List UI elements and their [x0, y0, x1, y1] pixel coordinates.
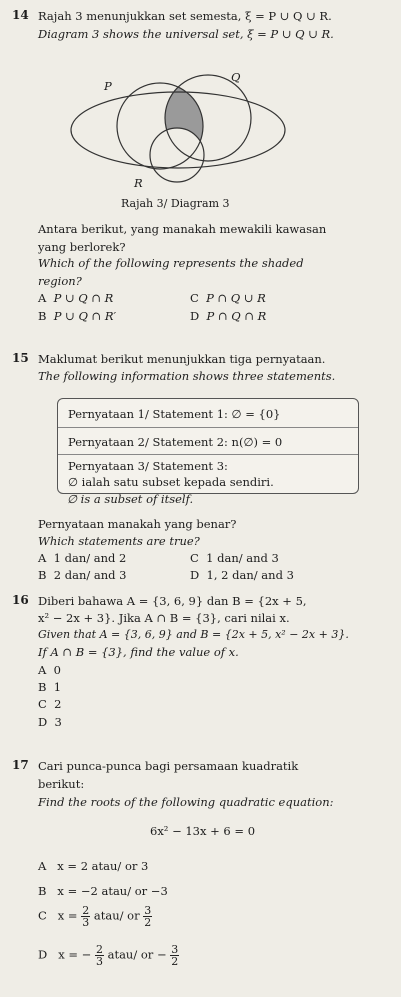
option-text: x = 2 atau/ or 3: [57, 859, 149, 873]
fraction: [143, 905, 152, 928]
option-text: x = −2 atau/ or −3: [57, 884, 168, 898]
option-text: 1 dan/ and 2: [53, 551, 127, 565]
option-text: P ∪ Q ∩ R′: [53, 309, 117, 323]
label-r: R: [134, 176, 143, 190]
option-letter: B: [38, 309, 47, 323]
statement-box: [57, 398, 359, 494]
venn-diagram: [0, 50, 401, 220]
statement-3-label: Pernyataan 3/ Statement 3:: [68, 459, 228, 473]
option-text: 0: [53, 663, 61, 677]
option-text: 2 dan/ and 3: [53, 568, 127, 582]
option-letter: A: [38, 291, 47, 305]
statement-3-ms: ∅ ialah satu subset kepada sendiri.: [68, 475, 274, 489]
q14-question-ms-1: Antara berikut, yang manakah mewakili kawasan: [38, 222, 327, 236]
q15-option-d[interactable]: [190, 568, 294, 582]
q17-option-b[interactable]: [38, 884, 168, 898]
statement-3-en: ∅ is a subset of itself.: [67, 492, 194, 506]
option-text: x =: [57, 908, 78, 923]
q16-option-b[interactable]: [38, 680, 61, 694]
option-text: atau/ or: [93, 908, 140, 923]
option-text: x = −: [58, 947, 92, 962]
q17-number: 17: [12, 758, 29, 772]
q17-line-2: berikut:: [38, 777, 85, 791]
denominator: 3: [82, 916, 90, 929]
option-letter: D: [190, 568, 200, 582]
option-letter: A: [38, 859, 47, 873]
q15-line-ms: Maklumat berikut menunjukkan tiga pernyataan.: [38, 352, 326, 366]
q14-option-a[interactable]: [38, 291, 113, 305]
diagram-caption: Rajah 3/ Diagram 3: [121, 197, 230, 210]
denominator: 2: [171, 955, 179, 968]
option-letter: B: [38, 568, 47, 582]
option-letter: A: [38, 551, 47, 565]
numerator: 3: [144, 904, 152, 917]
q14-question-en-1: Which of the following represents the shaded: [38, 256, 304, 270]
q14-number: 14: [12, 8, 29, 22]
option-text: atau/ or −: [107, 947, 167, 962]
option-letter: D: [38, 715, 48, 729]
statement-2: Pernyataan 2/ Statement 2: n(∅) = 0: [68, 435, 283, 449]
q16-line-2: x² − 2x + 3}. Jika A ∩ B = {3}, cari nilai x.: [38, 611, 290, 625]
q17-option-a[interactable]: [38, 859, 148, 873]
fraction: [81, 905, 90, 928]
fraction: [95, 944, 104, 967]
q14-line-en: Diagram 3 shows the universal set, ξ = P ∪ Q ∪ R.: [38, 27, 334, 41]
q15-option-b[interactable]: [38, 568, 127, 582]
option-text: P ∪ Q ∩ R: [53, 291, 114, 305]
option-letter: D: [38, 947, 48, 962]
option-text: 2: [54, 697, 62, 711]
option-letter: C: [190, 551, 199, 565]
q17-equation: 6x² − 13x + 6 = 0: [150, 824, 256, 838]
q16-option-d[interactable]: [38, 715, 62, 729]
option-text: P ∩ Q ∩ R: [206, 309, 267, 323]
q15-line-en: The following information shows three statements.: [38, 369, 336, 383]
option-letter: C: [190, 291, 199, 305]
q16-option-c[interactable]: [38, 697, 61, 711]
q14-option-b[interactable]: [38, 309, 116, 323]
set-r-circle: [150, 128, 204, 182]
q17-option-d[interactable]: [38, 944, 179, 967]
q15-question-en: Which statements are true?: [38, 534, 200, 548]
q15-option-c[interactable]: [190, 551, 279, 565]
numerator: 2: [82, 904, 90, 917]
q14-question-en-2: region?: [38, 274, 82, 288]
q16-number: 16: [12, 593, 29, 607]
statement-1: Pernyataan 1/ Statement 1: ∅ = {0}: [68, 407, 281, 421]
numerator: 2: [95, 943, 103, 956]
q17-option-c[interactable]: [38, 905, 152, 928]
q17-line-3: Find the roots of the following quadratic equation:: [38, 795, 334, 809]
q16-option-a[interactable]: [38, 663, 61, 677]
fraction: [170, 944, 179, 967]
q16-line-3: Given that A = {3, 6, 9} and B = {2x + 5, x² − 2x + 3}.: [38, 628, 349, 641]
q15-question-ms: Pernyataan manakah yang benar?: [38, 517, 237, 531]
denominator: 3: [95, 955, 103, 968]
option-letter: A: [38, 663, 47, 677]
q16-line-1: Diberi bahawa A = {3, 6, 9} dan B = {2x + 5,: [38, 594, 307, 608]
option-text: 3: [54, 715, 62, 729]
q14-option-c[interactable]: [190, 291, 266, 305]
q15-number: 15: [12, 351, 29, 365]
option-letter: C: [38, 908, 47, 923]
label-q: Q: [231, 70, 241, 84]
q14-line-ms: Rajah 3 menunjukkan set semesta, ξ = P ∪ Q ∪ R.: [38, 9, 332, 23]
option-letter: B: [38, 680, 47, 694]
option-text: 1 dan/ and 3: [206, 551, 279, 565]
q14-option-d[interactable]: [190, 309, 266, 323]
option-letter: B: [38, 884, 47, 898]
option-letter: C: [38, 697, 47, 711]
denominator: 2: [144, 916, 152, 929]
option-text: 1: [53, 680, 62, 694]
option-text: 1, 2 dan/ and 3: [206, 568, 294, 582]
label-p: P: [104, 79, 112, 93]
numerator: 3: [171, 943, 179, 956]
q16-line-4: If A ∩ B = {3}, find the value of x.: [38, 645, 239, 659]
option-text: P ∩ Q ∪ R: [206, 291, 266, 305]
q17-line-1: Cari punca-punca bagi persamaan kuadratik: [38, 759, 299, 773]
q14-question-ms-2: yang berlorek?: [38, 240, 126, 254]
option-letter: D: [190, 309, 200, 323]
q15-option-a[interactable]: [38, 551, 126, 565]
